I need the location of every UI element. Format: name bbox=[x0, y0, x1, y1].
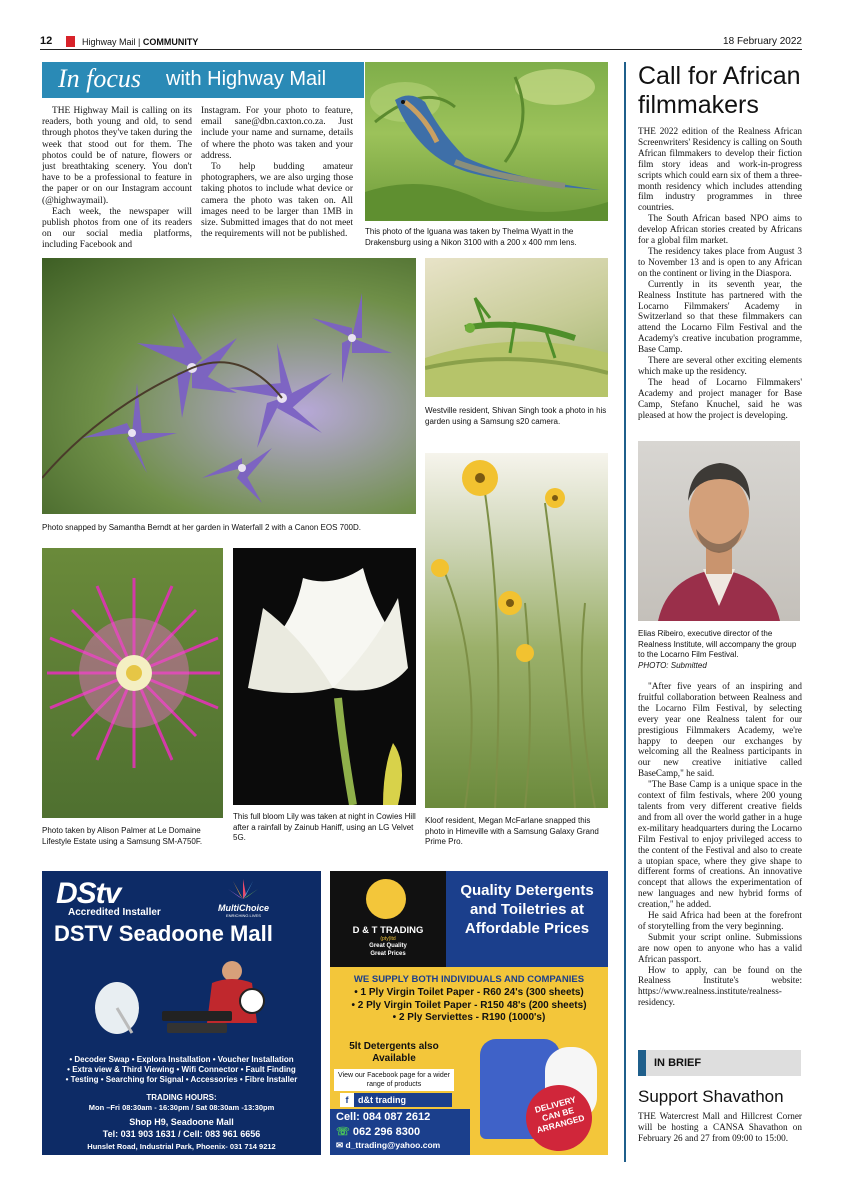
multichoice-logo-icon bbox=[228, 879, 258, 901]
in-focus-para: To help budding amateur photographers, we are also urging those taking photos to include what device or camera the photo was taken on. All images need to be larger than 1MB in size. Submitted images that do not meet the requirements will not be published. bbox=[201, 162, 353, 240]
in-focus-para: THE Highway Mail is calling on its readers, both young and old, to send through photos they've taken during the week that stood out for them. The photos could be of nature, flowers or just breathtaking scenery. You don't have to be a professional to feature in the paper or on our Instagram account (@highwaymail). bbox=[42, 106, 192, 206]
pink-daisy-photo bbox=[42, 548, 223, 818]
article-headline-line: filmmakers bbox=[638, 91, 759, 119]
dt-brand: D & T TRADING bbox=[352, 925, 424, 936]
portrait-caption-text: Elias Ribeiro, executive director of the Realness Institute, will accompany the group to the Locarno Film Festival. bbox=[638, 629, 797, 659]
in-brief-in: IN bbox=[654, 1057, 665, 1069]
section-name: COMMUNITY bbox=[142, 37, 199, 47]
dstv-address: Hunslet Road, Industrial Park, Phoenix- 031 714 9212 bbox=[87, 1142, 276, 1151]
article-para: The residency takes place from August 3 to November 13 and is open to any African on the continent or living in the Diaspora. bbox=[638, 245, 802, 278]
article-para: How to apply, can be found on the Realness Institute's website: https://www.realness.institute/realness-residency. bbox=[638, 964, 802, 1008]
facebook-icon: f bbox=[340, 1093, 354, 1107]
pink-daisy-caption: Photo taken by Alison Palmer at Le Domaine Lifestyle Estate using a Samsung SM-A750F. bbox=[42, 826, 203, 846]
dt-contact-box bbox=[330, 1109, 470, 1155]
publication-label: Highway Mail | COMMUNITY bbox=[82, 37, 199, 47]
dstv-service-line: • Extra view & Third Viewing • Wifi Connector • Fault Finding bbox=[67, 1065, 296, 1074]
article-para: THE 2022 edition of the Realness African Screenwriters' Residency is calling on South African filmmakers to develop their fiction film story ideas and work-in-progress scripts which could earn six of them a three-month residency which includes attending film industry programmes in three countries. bbox=[638, 126, 802, 213]
dt-detergents: 5lt Detergents also Available bbox=[349, 1041, 439, 1064]
multichoice-name: MultiChoice bbox=[218, 903, 269, 913]
yellow-flower-photo bbox=[425, 453, 608, 808]
dstv-product-image bbox=[92, 953, 282, 1041]
in-brief-brief: BRIEF bbox=[668, 1057, 702, 1069]
article-para: Submit your script online. Submissions are now open to anyone who has a valid African passport. bbox=[638, 931, 802, 964]
dt-brand-sub: (pty)ltd bbox=[380, 936, 396, 942]
white-lily-photo bbox=[233, 548, 416, 805]
banner-title: with Highway Mail bbox=[166, 68, 327, 90]
header-rule bbox=[40, 49, 802, 50]
dt-facebook-name: d&t trading bbox=[358, 1095, 406, 1105]
purple-flower-caption: Photo snapped by Samantha Berndt at her garden in Waterfall 2 with a Canon EOS 700D. bbox=[42, 523, 362, 532]
purple-flower-illustration bbox=[42, 258, 416, 514]
in-brief-label bbox=[654, 1057, 701, 1069]
email-icon: ✉ bbox=[336, 1140, 344, 1150]
article-column-bar bbox=[624, 62, 626, 1162]
mantis-illustration bbox=[425, 258, 608, 397]
page-number: 12 bbox=[40, 35, 53, 47]
dstv-services bbox=[50, 1055, 313, 1085]
dt-item: • 1 Ply Virgin Toilet Paper - R60 24's (300 sheets) bbox=[354, 987, 584, 998]
dt-supply: WE SUPPLY BOTH INDIVIDUALS AND COMPANIES bbox=[353, 974, 585, 985]
brief-body: THE Watercrest Mall and Hillcrest Corner will be hosting a CANSA Shavathon on February 26 and 27 from 09:00 to 15:00. bbox=[638, 1111, 802, 1143]
in-focus-para: Each week, the newspaper will publish photos from one of its readers on our social media platforms, including Facebook and bbox=[42, 206, 192, 251]
article-para: There are several other exciting elements which make up the residency. bbox=[638, 355, 802, 376]
yellow-flower-caption: Kloof resident, Megan McFarlane snapped this photo in Himeville with a Samsung Galaxy Grand Prime Pro. bbox=[425, 816, 599, 846]
section-marker bbox=[66, 36, 75, 47]
dt-trading-advert bbox=[330, 871, 608, 1155]
article-para: "After five years of an inspiring and fruitful collaboration between Realness and the Locarno Film Festival, by selecting every year one Realness talent for our prestigious Filmmakers Academy, we're happy to deepen our exchanges by welcoming all the Realness participants in our new creative initiative called BaseCamp," he said. bbox=[638, 681, 802, 779]
article-body-top bbox=[638, 126, 802, 420]
article-para: "The Base Camp is a unique space in the context of film festivals, where 200 young talents from very different creative fields and from all over the world gather in a huge ex-military headquarters during the Locarno Film Festival to enjoy privileged access to the content of the Festival and also to create a utopian space, where they give shape to different forms of creations. An innovative concept that allows the experimentation of new languages and new hybrid forms of creation," he added. bbox=[638, 779, 802, 910]
in-focus-para: Instagram. For your photo to feature, email sane@dbn.caxton.co.za. Just include your name and surname, details of where the photo was taken and your address. bbox=[201, 106, 353, 161]
dt-headline: Quality Detergents and Toiletries at Affordable Prices bbox=[460, 882, 594, 937]
in-focus-column-1 bbox=[42, 106, 192, 252]
article-headline-line: Call for African bbox=[638, 62, 801, 90]
pink-daisy-illustration bbox=[42, 548, 223, 818]
banner-script: In focus bbox=[58, 64, 142, 93]
dstv-logo: DStv bbox=[56, 877, 121, 910]
dt-item: • 2 Ply Virgin Toilet Paper - R150 48's (200 sheets) bbox=[351, 999, 587, 1011]
dt-delivery-text: DELIVERY CAN BE ARRANGED bbox=[533, 1094, 586, 1135]
iguana-caption: This photo of the Iguana was taken by Thelma Wyatt in the Drakensburg using a Nikon 3100 with a 200 x 400 mm lens. bbox=[365, 227, 577, 247]
multichoice-tagline: ENRICHING LIVES bbox=[226, 913, 261, 918]
mantis-caption: Westville resident, Shivan Singh took a photo in his garden using a Samsung s20 camera. bbox=[425, 406, 607, 426]
mantis-photo bbox=[425, 258, 608, 397]
article-para: He said Africa had been at the forefront of storytelling from the very beginning. bbox=[638, 910, 802, 931]
dstv-accredited: Accredited Installer bbox=[68, 907, 161, 918]
article-para: Currently in its seventh year, the Realness Institute has partnered with the Locarno Filmmakers' Academy in Switzerland so that these filmmakers can attend the Locarno Film Festival and the Academy's creative incubation programme, Base Camp. bbox=[638, 278, 802, 355]
yellow-flower-illustration bbox=[425, 453, 608, 808]
portrait-photo bbox=[638, 441, 800, 621]
in-focus-banner bbox=[42, 62, 364, 98]
dstv-tel: Tel: 031 903 1631 / Cell: 083 961 6656 bbox=[102, 1129, 261, 1139]
dstv-hours: Mon –Fri 08:30am - 16:30pm / Sat 08:30am -13:30pm bbox=[88, 1103, 275, 1112]
dstv-service-line: • Decoder Swap • Explora Installation • Voucher Installation bbox=[69, 1055, 294, 1064]
article-para: The South African based NPO aims to develop African stories created by Africans for a global film market. bbox=[638, 213, 802, 246]
in-brief-header bbox=[638, 1050, 801, 1076]
brief-headline: Support Shavathon bbox=[638, 1087, 784, 1106]
dstv-service-line: • Testing • Searching for Signal • Accessories • Fibre Installer bbox=[65, 1075, 298, 1084]
dt-cell: Cell: 084 087 2612 bbox=[336, 1111, 431, 1123]
iguana-photo bbox=[365, 62, 608, 221]
dt-email bbox=[336, 1140, 440, 1151]
dt-whatsapp bbox=[336, 1125, 420, 1138]
in-brief-bar bbox=[638, 1050, 646, 1076]
dt-email-address: d_ttrading@yahoo.com bbox=[345, 1140, 441, 1150]
dt-logo-icon bbox=[366, 879, 406, 919]
portrait-illustration bbox=[638, 441, 800, 621]
portrait-caption bbox=[638, 629, 800, 671]
dt-brand-tag: Great Quality bbox=[369, 943, 407, 949]
dt-brand-box bbox=[330, 871, 446, 967]
in-focus-column-2 bbox=[201, 106, 353, 240]
dstv-hours-label: TRADING HOURS: bbox=[146, 1093, 217, 1102]
dt-headline-box bbox=[446, 871, 608, 967]
whatsapp-icon: ☏ bbox=[336, 1126, 350, 1138]
dt-facebook-line: View our Facebook page for a wider range of products bbox=[334, 1069, 454, 1091]
dt-whatsapp-number: 062 296 8300 bbox=[352, 1126, 421, 1138]
article-headline bbox=[638, 62, 801, 120]
white-lily-caption: This full bloom Lily was taken at night in Cowies Hill after a rainfall by Zainub Haniff, using an LG Velvet 5G. bbox=[233, 812, 416, 842]
dt-brand-tag: Great Prices bbox=[370, 951, 406, 957]
portrait-photo-credit: PHOTO: Submitted bbox=[638, 660, 707, 670]
publication-name: Highway Mail bbox=[82, 37, 136, 47]
dstv-headline: DSTV Seadoone Mall bbox=[54, 921, 273, 946]
dt-items bbox=[330, 987, 608, 1025]
dstv-advert bbox=[42, 871, 321, 1155]
iguana-illustration bbox=[365, 62, 608, 221]
article-body-bottom bbox=[638, 681, 802, 1008]
dstv-shop: Shop H9, Seadoone Mall bbox=[129, 1117, 234, 1127]
purple-flower-photo bbox=[42, 258, 416, 514]
dt-facebook-badge bbox=[340, 1093, 452, 1107]
article-para: The head of Locarno Filmmakers' Academy and project manager for Base Camp, Stefano Knuchel, said he was pleased at how the project is developing. bbox=[638, 376, 802, 420]
white-lily-illustration bbox=[233, 548, 416, 805]
issue-date: 18 February 2022 bbox=[723, 36, 802, 47]
dt-item: • 2 Ply Serviettes - R190 (1000's) bbox=[392, 1012, 546, 1023]
